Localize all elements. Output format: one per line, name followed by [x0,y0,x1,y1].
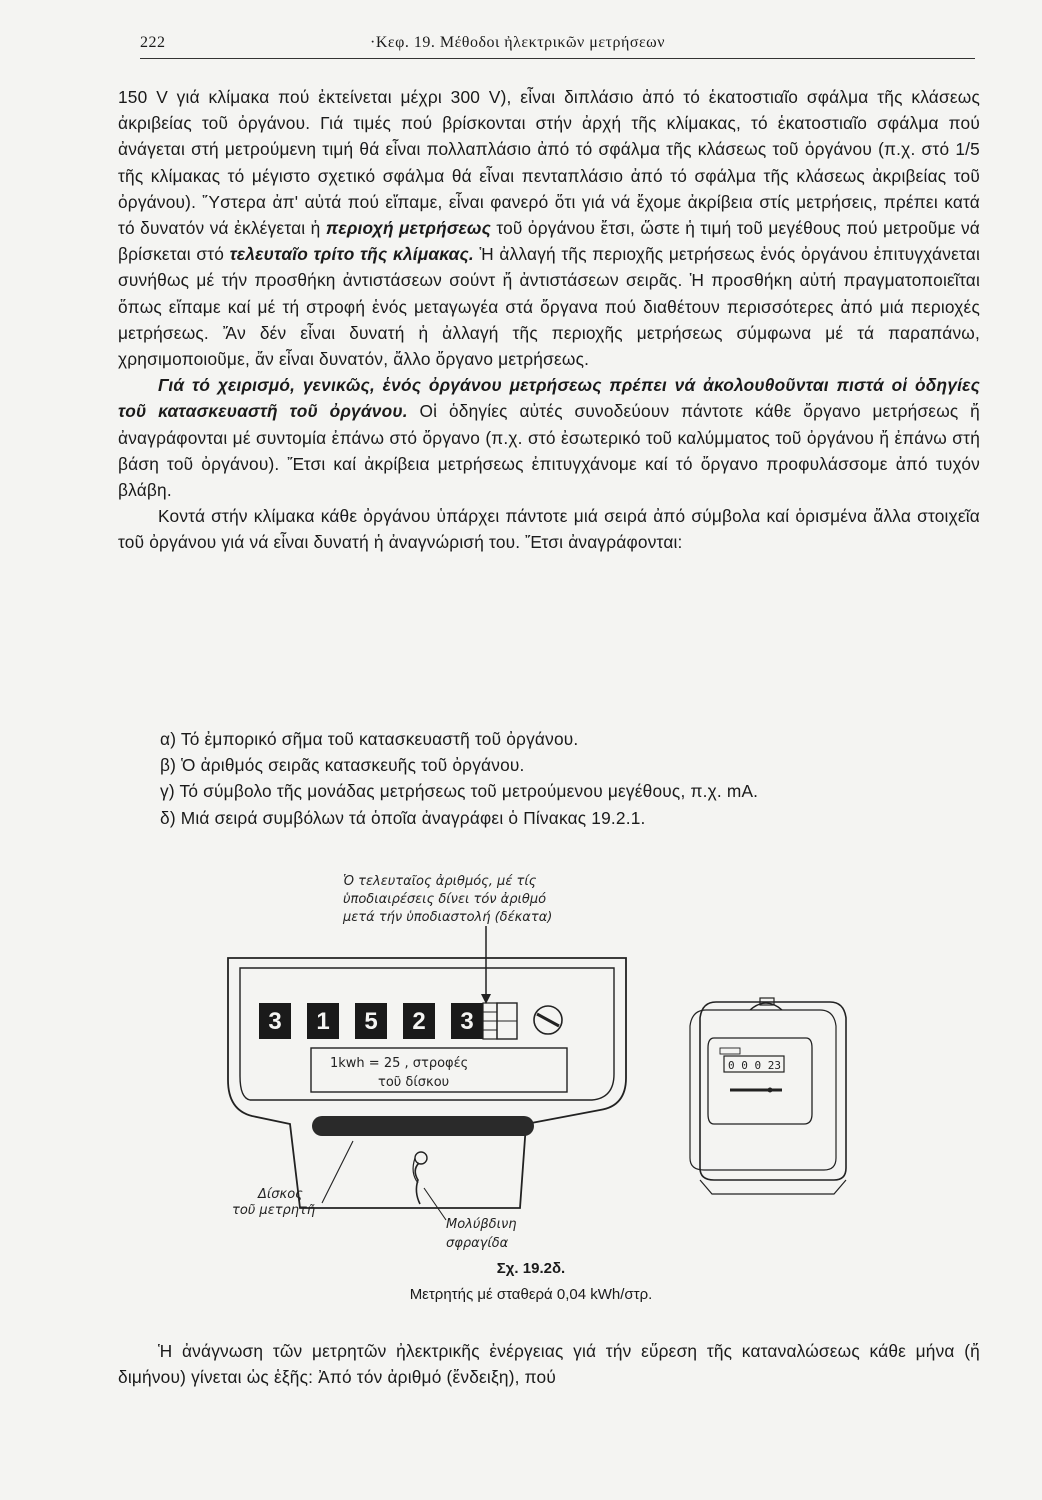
annotation-line: ὑποδιαιρέσεις δίνει τόν ἀριθμό [343,892,547,907]
paragraph-1-text-c: Ἡ ἀλλαγή τῆς περιοχῆς μετρήσεως ἑνός ὀργάνου ἐπιτυγχάνεται συνήθως μέ τήν προσθήκη ἀντιστάσεων σούντ ἤ ἀντιστάσεων σειρᾶς. Ἡ προσθήκη αὐτή πραγματοποιεῖται ὅπως εἴπαμε καί μέ τή στροφή ἑνός μεταγωγέα στά ὄργανα πού διαθέτουν περισσότερες ἀπό μιά περιοχές μετρήσεως. Ἄν δέν εἶναι δυνατή ἡ ἀλλαγή τῆς περιοχῆς μετρήσεως σύμφωνα μέ τά παραπάνω, χρησιμοποιοῦμε, ἄν εἶναι δυνατόν, ἄλλο ὄργανο μετρήσεως. [118,244,980,370]
page-number: 222 [140,34,166,51]
identification-list [160,726,980,831]
label-seal-pointer [424,1188,446,1220]
label-disk: τοῦ μετρητῆ [232,1203,316,1218]
label-disk-pointer [322,1141,353,1203]
meter-illustration [0,858,1042,1328]
paragraph-2-text: Οἱ ὁδηγίες αὐτές συνοδεύουν πάντοτε κάθε ὄργανο μετρήσεως ἤ ἀναγράφονται μέ συντομία ἐπάνω στό ὄργανο (π.χ. στό ἐσωτερικό τοῦ καλύμματος τοῦ ὀργάνου ἤ ἐπάνω στή βάση τοῦ ὀργάνου). Ἔτσι καί ἀκρίβεια μετρήσεως ἐπιτυγχάνομε καί τό ὄργανο προφυλάσσομε ἀπό τυχόν βλάβη. [118,401,980,501]
meter-disk [312,1116,534,1136]
digit: 1 [316,1008,330,1035]
annotation-line: Ὁ τελευταῖος ἀριθμός, μέ τίς [343,874,537,889]
emphasis-instructions: Γιά τό χειρισμό, γενικῶς, ἑνός ὀργάνου μετρήσεως πρέπει νά ἀκολουθοῦνται πιστά οἱ ὁδηγίες τοῦ κατασκευαστῆ τοῦ ὀργάνου. [118,375,980,422]
paragraph-4: Ἡ ἀνάγνωση τῶν μετρητῶν ἠλεκτρικῆς ἐνέργειας γιά τήν εὕρεση τῆς καταναλώσεως κάθε μήνα (ἤ διμήνου) γίνεται ὡς ἑξῆς: Ἀπό τόν ἀριθμό (ἔνδειξη), πού [118,1341,980,1388]
annotation-line: μετά τήν ὑποδιαστολή (δέκατα) [343,910,553,925]
list-item: δ) Μιά σειρά συμβόλων τά ὁποῖα ἀναγράφει ὁ Πίνακας 19.2.1. [160,807,646,828]
meter-perspective-view [690,998,846,1194]
digit: 3 [268,1008,282,1035]
main-text-continued [118,1338,980,1390]
chapter-title: ·Κεφ. 19. Μέθοδοι ἠλεκτρικῶν μετρήσεων [370,34,665,51]
paragraph-2 [118,372,980,503]
small-meter-reading: 0 0 0 23 [728,1059,781,1072]
label-seal: Μολύβδινη [446,1217,517,1232]
digit: 2 [412,1008,426,1035]
paragraph-3: Κοντά στήν κλίμακα κάθε ὀργάνου ὑπάρχει πάντοτε μιά σειρά ἀπό σύμβολα καί ὁρισμένα ἄλλα στοιχεῖα τοῦ ὀργάνου γιά νά εἶναι δυνατή ἡ ἀναγνώρισή του. Ἔτσι ἀναγράφονται: [118,506,980,553]
nameplate-disk-label: τοῦ δίσκου [378,1075,450,1090]
running-head [140,34,975,59]
figure-caption: Μετρητής μέ σταθερά 0,04 kWh/στρ. [409,1286,653,1303]
figure-number: Σχ. 19.2δ. [496,1260,566,1277]
seal-wire [415,1163,420,1204]
digit: 3 [460,1008,474,1035]
figure-energy-meter [0,858,1042,1328]
label-disk: Δίσκος [258,1187,303,1202]
emphasis-measurement-range: περιοχή μετρήσεως [325,218,491,239]
list-item: α) Τό ἐμπορικό σῆμα τοῦ κατασκευαστῆ τοῦ ὀργάνου. [160,729,579,749]
paragraph-1-text-a: 150 V γιά κλίμακα πού ἐκτείνεται μέχρι 300 V), εἶναι διπλάσιο ἀπό τό ἑκατοστιαῖο σφάλμα τῆς κλάσεως ἀκριβείας τοῦ ὀργάνου. Γιά τιμές πού βρίσκονται στήν ἀρχή τῆς κλίμακας, τό ἑκατοστιαῖο σφάλμα πού ἀνάγεται στή μετρούμενη τιμή θά εἶναι πολλαπλάσιο ἀπό τό σφάλμα τῆς κλάσεως τοῦ ὀργάνου (π.χ. στό 1/5 τῆς κλίμακας τό μέγιστο σχετικό σφάλμα θά εἶναι πενταπλάσιο ἀπό τό σφάλμα τῆς κλάσεως ἀκριβείας τοῦ ὀργάνου). Ὕστερα ἀπ' αὐτά πού εἴπαμε, εἶναι φανερό ὅτι γιά νά ἔχομε ἀκρίβεια στίς μετρήσεις, πρέπει κατά τό δυνατόν νά ἐκλέγεται ἡ [118,87,980,239]
lead-seal-icon [415,1152,427,1164]
emphasis-last-third: τελευταῖο τρίτο τῆς κλίμακας. [229,244,474,265]
nameplate-constant: 1kwh = 25 , στροφές [330,1056,469,1071]
list-item: γ) Τό σύμβολο τῆς μονάδας μετρήσεως τοῦ μετρούμενου μεγέθους, π.χ. mA. [160,781,759,802]
register-digits [259,1003,562,1039]
list-item: β) Ὁ ἀριθμός σειρᾶς κατασκευῆς τοῦ ὀργάνου. [160,755,525,776]
digit: 5 [364,1008,378,1035]
label-seal: σφραγίδα [446,1236,509,1251]
paragraph-1 [118,84,980,372]
main-text [118,84,980,556]
paragraph-1-text-b: τοῦ ὀργάνου ἔτσι, ὥστε ἡ τιμή τοῦ μεγέθους πού μετροῦμε νά βρίσκεται στό [118,218,980,265]
